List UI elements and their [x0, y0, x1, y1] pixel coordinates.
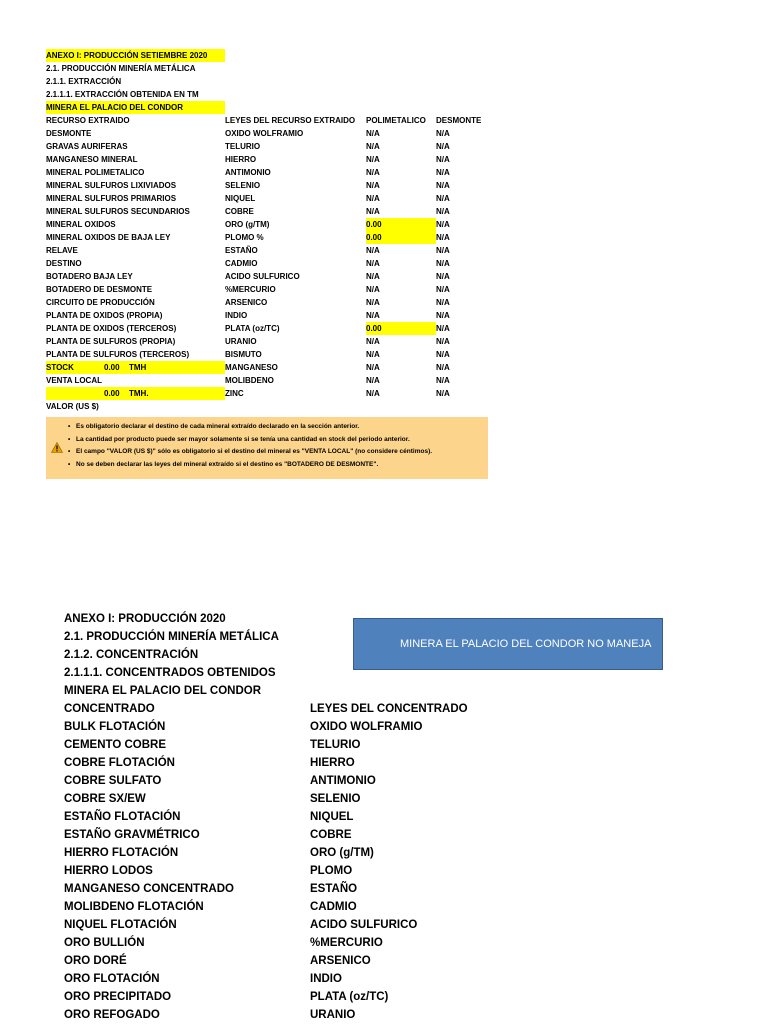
waste-value: N/A — [436, 337, 450, 346]
concentrate-label: ORO DORÉ — [64, 955, 127, 967]
grade-label: INDIO — [310, 973, 342, 985]
resource-label: MINERAL OXIDOS DE BAJA LEY — [46, 233, 171, 242]
grade-label: ANTIMONIO — [310, 775, 376, 787]
concentrate-label: MOLIBDENO FLOTACIÓN — [64, 901, 204, 913]
resource-label: MINERAL SULFUROS PRIMARIOS — [46, 194, 177, 203]
note-item: • El campo "VALOR (US $)" sólo es obligatorio si el destino del mineral es "VENTA LOCAL" (no considere céntimos). — [68, 446, 488, 459]
resource-label: BOTADERO BAJA LEY — [46, 272, 133, 281]
grade-label: ESTAÑO — [225, 246, 258, 255]
warning-icon — [51, 442, 63, 453]
grade-label: MOLIBDENO — [225, 376, 274, 385]
grade-label: COBRE — [225, 207, 254, 216]
polymetallic-value: N/A — [366, 129, 380, 138]
grade-label: CADMIO — [225, 259, 258, 268]
notes-box — [46, 417, 488, 479]
concentrate-label: ORO PRECIPITADO — [64, 991, 172, 1003]
concentrate-label: ORO BULLIÓN — [64, 937, 145, 949]
heading-text: ANEXO I: PRODUCCIÓN SETIEMBRE 2020 — [46, 49, 225, 62]
grade-label: PLATA (oz/TC) — [225, 324, 280, 333]
stock-unit: TMH — [129, 363, 147, 372]
note-item: • No se deben declarar las leyes del mineral extraído si el destino es "BOTADERO DE DESMONTE". — [68, 459, 488, 472]
polymetallic-value: N/A — [366, 259, 380, 268]
concentrate-label: MANGANESO CONCENTRADO — [64, 883, 234, 895]
waste-value: N/A — [436, 363, 450, 372]
resource-label: PLANTA DE SULFUROS (PROPIA) — [46, 337, 176, 346]
grade-label: NIQUEL — [310, 811, 354, 823]
heading-text: 2.1.1.1. CONCENTRADOS OBTENIDOS — [64, 667, 276, 679]
resource-label: PLANTA DE SULFUROS (TERCEROS) — [46, 350, 190, 359]
concentrate-label: ESTAÑO FLOTACIÓN — [64, 811, 181, 823]
polymetallic-value: N/A — [366, 285, 380, 294]
grade-label: COBRE — [310, 829, 352, 841]
waste-value: N/A — [436, 298, 450, 307]
heading-text: 2.1.1.1. EXTRACCIÓN OBTENIDA EN TM — [46, 90, 199, 99]
resource-label: MINERAL SULFUROS SECUNDARIOS — [46, 207, 190, 216]
waste-value: N/A — [436, 389, 450, 398]
concentrate-label: BULK FLOTACIÓN — [64, 721, 166, 733]
grade-label: ZINC — [225, 389, 244, 398]
heading-text: ANEXO I: PRODUCCIÓN 2020 — [64, 613, 226, 625]
column-header: LEYES DEL CONCENTRADO — [310, 703, 468, 715]
polymetallic-value: N/A — [366, 246, 380, 255]
column-header: POLIMETALICO — [366, 116, 426, 125]
column-header: LEYES DEL RECURSO EXTRAIDO — [225, 116, 356, 125]
grade-label: PLATA (oz/TC) — [310, 991, 389, 1003]
heading-text: 2.1. PRODUCCIÓN MINERÍA METÁLICA — [64, 631, 279, 643]
resource-label: MANGANESO MINERAL — [46, 155, 138, 164]
grade-label: ANTIMONIO — [225, 168, 271, 177]
grade-label: ORO (g/TM) — [310, 847, 374, 859]
concentrate-label: COBRE SX/EW — [64, 793, 146, 805]
concentrate-label: ORO FLOTACIÓN — [64, 973, 160, 985]
resource-label: VENTA LOCAL — [46, 376, 102, 385]
grade-label: TELURIO — [225, 142, 261, 151]
polymetallic-value: N/A — [366, 168, 380, 177]
resource-label: CIRCUITO DE PRODUCCIÓN — [46, 298, 155, 307]
waste-value: N/A — [436, 246, 450, 255]
grade-label: MANGANESO — [225, 363, 278, 372]
waste-value: N/A — [436, 220, 450, 229]
resource-label: GRAVAS AURIFERAS — [46, 142, 128, 151]
waste-value: N/A — [436, 155, 450, 164]
concentrate-label: CEMENTO COBRE — [64, 739, 167, 751]
polymetallic-value: N/A — [366, 350, 380, 359]
polymetallic-value: N/A — [366, 376, 380, 385]
resource-label: STOCK — [46, 363, 74, 372]
resource-label: RELAVE — [46, 246, 78, 255]
grade-label: %MERCURIO — [225, 285, 276, 294]
polymetallic-value: N/A — [366, 272, 380, 281]
resource-label: DESTINO — [46, 259, 82, 268]
concentrate-label: COBRE SULFATO — [64, 775, 162, 787]
grade-label: ORO (g/TM) — [225, 220, 270, 229]
stock-unit: TMH. — [129, 389, 149, 398]
polymetallic-value: 0.00 — [366, 322, 436, 335]
stock-value: 0.00 — [104, 363, 120, 372]
concentrate-label: NIQUEL FLOTACIÓN — [64, 919, 177, 931]
grade-label: PLOMO — [310, 865, 353, 877]
waste-value: N/A — [436, 233, 450, 242]
notes-list — [46, 421, 488, 471]
grade-label: SELENIO — [310, 793, 361, 805]
concentrate-label: ORO REFOGADO — [64, 1009, 160, 1021]
waste-value: N/A — [436, 129, 450, 138]
stock-value: 0.00 — [104, 389, 120, 398]
grade-label: OXIDO WOLFRAMIO — [310, 721, 423, 733]
concentrate-label: COBRE FLOTACIÓN — [64, 757, 175, 769]
waste-value: N/A — [436, 259, 450, 268]
grade-label: ESTAÑO — [310, 883, 358, 895]
heading-text: 2.1. PRODUCCIÓN MINERÍA METÁLICA — [46, 64, 196, 73]
grade-label: NIQUEL — [225, 194, 256, 203]
grade-label: OXIDO WOLFRAMIO — [225, 129, 304, 138]
grade-label: URANIO — [310, 1009, 356, 1021]
grade-label: URANIO — [225, 337, 257, 346]
waste-value: N/A — [436, 376, 450, 385]
column-header: DESMONTE — [436, 116, 482, 125]
polymetallic-value: N/A — [366, 155, 380, 164]
concentrate-label: HIERRO FLOTACIÓN — [64, 847, 179, 859]
grade-label: HIERRO — [225, 155, 257, 164]
waste-value: N/A — [436, 324, 450, 333]
grade-label: %MERCURIO — [310, 937, 383, 949]
waste-value: N/A — [436, 181, 450, 190]
waste-value: N/A — [436, 350, 450, 359]
grade-label: ARSENICO — [310, 955, 371, 967]
grade-label: ACIDO SULFURICO — [310, 919, 418, 931]
resource-label: PLANTA DE OXIDOS (TERCEROS) — [46, 324, 177, 333]
note-item: • La cantidad por producto puede ser mayor solamente si se tenía una cantidad en stock del periodo anterior. — [68, 434, 488, 447]
polymetallic-value: N/A — [366, 194, 380, 203]
waste-value: N/A — [436, 285, 450, 294]
polymetallic-value: N/A — [366, 337, 380, 346]
polymetallic-value: N/A — [366, 389, 380, 398]
grade-label: ARSENICO — [225, 298, 268, 307]
waste-value: N/A — [436, 142, 450, 151]
polymetallic-value: N/A — [366, 207, 380, 216]
polymetallic-value: 0.00 — [366, 218, 436, 231]
resource-label: MINERAL SULFUROS LIXIVIADOS — [46, 181, 177, 190]
grade-label: CADMIO — [310, 901, 357, 913]
resource-label: PLANTA DE OXIDOS (PROPIA) — [46, 311, 163, 320]
heading-text: MINERA EL PALACIO DEL CONDOR — [46, 101, 225, 114]
polymetallic-value: 0.00 — [366, 231, 436, 244]
waste-value: N/A — [436, 207, 450, 216]
heading-text: 2.1.2. CONCENTRACIÓN — [64, 649, 199, 661]
grade-label: HIERRO — [310, 757, 355, 769]
column-header: CONCENTRADO — [64, 703, 155, 715]
polymetallic-value: N/A — [366, 181, 380, 190]
heading-text: MINERA EL PALACIO DEL CONDOR — [64, 685, 261, 697]
resource-label: DESMONTE — [46, 129, 92, 138]
grade-label: BISMUTO — [225, 350, 262, 359]
resource-label: VALOR (US $) — [46, 402, 99, 411]
grade-label: INDIO — [225, 311, 248, 320]
note-item: • Es obligatorio declarar el destino de cada mineral extraído declarado en la sección anterior. — [68, 421, 488, 434]
grade-label: SELENIO — [225, 181, 261, 190]
polymetallic-value: N/A — [366, 311, 380, 320]
grade-label: ACIDO SULFURICO — [225, 272, 300, 281]
polymetallic-value: N/A — [366, 298, 380, 307]
column-header: RECURSO EXTRAIDO — [46, 116, 130, 125]
heading-text: 2.1.1. EXTRACCIÓN — [46, 77, 122, 86]
grade-label: TELURIO — [310, 739, 361, 751]
concentrate-label: HIERRO LODOS — [64, 865, 153, 877]
grade-label: PLOMO % — [225, 233, 264, 242]
resource-label: MINERAL OXIDOS — [46, 220, 116, 229]
waste-value: N/A — [436, 168, 450, 177]
polymetallic-value: N/A — [366, 142, 380, 151]
waste-value: N/A — [436, 272, 450, 281]
waste-value: N/A — [436, 311, 450, 320]
concentrate-label: ESTAÑO GRAVMÉTRICO — [64, 829, 200, 841]
polymetallic-value: N/A — [366, 363, 380, 372]
waste-value: N/A — [436, 194, 450, 203]
notice-banner: MINERA EL PALACIO DEL CONDOR NO MANEJA — [353, 618, 663, 670]
resource-label: BOTADERO DE DESMONTE — [46, 285, 153, 294]
resource-label: MINERAL POLIMETALICO — [46, 168, 145, 177]
